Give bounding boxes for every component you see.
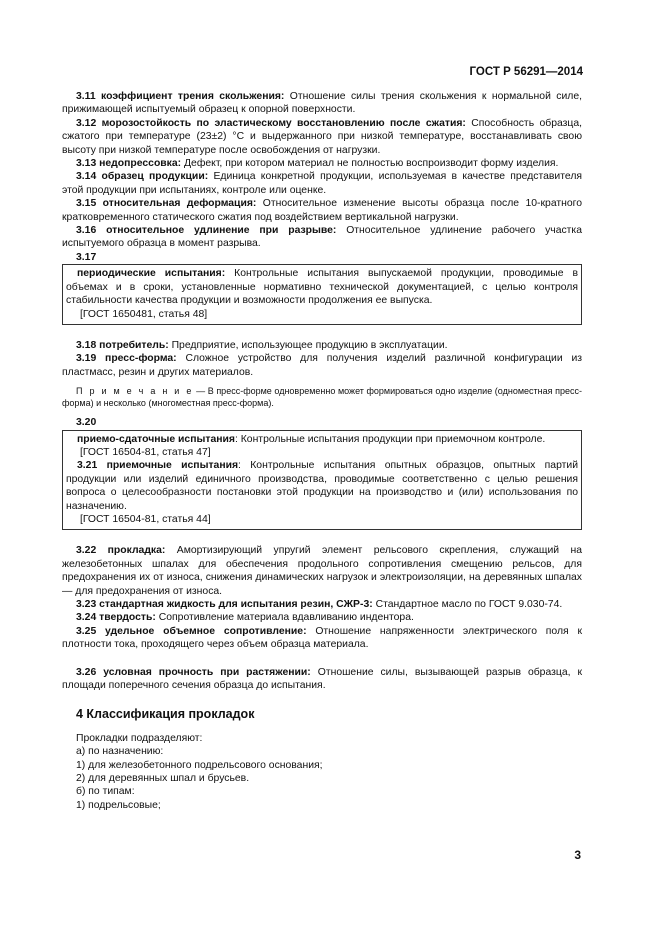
term-reference: [ГОСТ 16504-81, статья 44] [80, 513, 211, 525]
list-item: б) по типам: [76, 786, 135, 798]
term-entry [62, 598, 582, 611]
term-entry [62, 352, 582, 379]
page-number: 3 [574, 848, 581, 862]
term-entry [62, 339, 582, 352]
term-title: потребитель: [99, 339, 169, 351]
term-title: приемочные испытания [106, 460, 239, 472]
term-title: периодические испытания: [77, 268, 226, 280]
term-definition: Отношение силы трения скольжения к нормальной силе, прижимающей испытуемый образец к опорной поверхности. [62, 91, 582, 116]
term-title: недопрессовка: [99, 158, 182, 170]
term-entry [66, 433, 578, 446]
term-definition: Контрольные испытания выпускаемой продукции, проводимые в объемах и в сроки, установленные нормативно технической документацией, с целью контроля стабильности качества продукции и возможности продолжения ее выпуска. [66, 268, 579, 307]
term-title: относительное удлинение при разрыве: [106, 225, 337, 237]
list-item: Прокладки подразделяют: [76, 732, 203, 744]
term-entry [62, 625, 582, 652]
list-item: 2) для деревянных шпал и брусьев. [76, 773, 250, 785]
term-entry [66, 459, 578, 513]
section-heading: 4 Классификация прокладок [76, 707, 255, 722]
term-entry [62, 157, 582, 170]
term-number: 3.21 [77, 460, 98, 472]
term-number: 3.19 [76, 353, 97, 365]
list-item: 1) для железобетонного подрельсового основания; [76, 759, 323, 771]
term-definition: Отношение напряженности электрического поля к плотности тока, проходящего через объем образца материала. [62, 625, 582, 651]
term-definition: Способность образца, сжатого при температуре (23±2) °С и выдержанного при низкой температуре, восстанавливать свою высоту при низкой температуре после освобождения от нагрузки. [62, 117, 583, 156]
term-definition: Отношение силы, вызывающей разрыв образца, к площади поперечного сечения образца до испытания. [62, 666, 583, 692]
note [62, 385, 582, 409]
term-number: 3.13 [76, 158, 97, 170]
term-title: твердость: [99, 612, 156, 624]
term-definition: Предприятие, использующее продукцию в эксплуатации. [171, 339, 448, 351]
term-reference: [ГОСТ 1650481, статья 48] [80, 308, 208, 320]
term-entry [62, 170, 582, 197]
term-title: морозостойкость по эластическому восстановлению после сжатия: [101, 117, 466, 129]
term-number: 3.15 [76, 198, 97, 210]
term-entry [62, 224, 582, 251]
term-entry [62, 90, 582, 117]
term-title: коэффициент трения скольжения: [101, 91, 285, 102]
term-entry [62, 117, 582, 157]
term-definition: Дефект, при котором материал не полностью воспроизводит форму изделия. [184, 158, 559, 170]
quoted-term-box [62, 264, 582, 325]
term-number: 3.17 [76, 251, 97, 263]
term-title: условная прочность при растяжении: [103, 666, 311, 678]
term-entry [62, 611, 582, 624]
term-entry [66, 267, 578, 307]
term-title: стандартная жидкость для испытания резин, СЖР-3: [99, 599, 373, 610]
term-definition: Сложное устройство для получения изделий различной конфигурации из пластмасс, резин и других материалов. [62, 353, 583, 378]
term-definition: Относительное изменение высоты образца после 10-кратного кратковременного статического сжатия под воздействием вертикальной нагрузки. [62, 198, 582, 223]
term-number: 3.12 [76, 117, 97, 129]
term-definition: Амортизирующий упругий элемент рельсового скрепления, служащий на железобетонных шпалах для обеспечения продольного сопротивления смещению рельсов, для предохранения их от износа, снижения динамических нагрузок и электроизоляции, на деревянных шпалах — для предохранения от износа. [62, 545, 582, 597]
term-entry [62, 544, 582, 598]
note-text: — В пресс-форме одновременно может формироваться одно изделие (одноместная пресс-форма) и несколько (многоместная пресс-форма). [62, 386, 582, 409]
term-number: 3.20 [76, 417, 97, 429]
term-number: 3.16 [76, 225, 97, 237]
term-entry [62, 666, 582, 693]
note-label: П р и м е ч а н и е [76, 386, 194, 397]
term-number: 3.25 [76, 625, 97, 637]
term-number: 3.24 [76, 612, 97, 624]
list-item: а) по назначению: [76, 746, 164, 758]
term-entry [62, 197, 582, 224]
term-number: 3.26 [76, 666, 97, 678]
term-number: 3.22 [76, 545, 97, 557]
term-definition: Стандартное масло по ГОСТ 9.030-74. [375, 599, 563, 610]
document-body [62, 90, 582, 812]
list-item: 1) подрельсовые; [76, 799, 161, 811]
term-title: удельное объемное сопротивление: [105, 625, 307, 637]
term-number: 3.14 [76, 171, 97, 183]
term-number: 3.18 [76, 339, 97, 351]
term-title: приемо-сдаточные испытания [77, 433, 235, 445]
quoted-term-box [62, 430, 582, 531]
term-title: образец продукции: [101, 171, 209, 183]
term-number: 3.11 [76, 91, 96, 102]
document-number: ГОСТ Р 56291—2014 [469, 66, 583, 78]
term-definition: : Контрольные испытания продукции при приемочном контроле. [234, 433, 546, 445]
term-title: относительная деформация: [102, 198, 257, 210]
term-title: прокладка: [107, 545, 166, 557]
term-definition: : Контрольные испытания опытных образцов, опытных партий продукции или изделий единичного производства, проводимые соответственно с целью решения вопроса о целесообразности постановки этой продукции на производство и (или) использования по назначению. [66, 460, 578, 512]
term-definition: Сопротивление материала вдавливанию индентора. [158, 612, 414, 624]
term-number: 3.23 [76, 599, 97, 610]
term-definition: Относительное удлинение рабочего участка испытуемого образца в момент разрыва. [62, 225, 582, 250]
term-definition: Единица конкретной продукции, используемая в качестве представителя этой продукции при испытаниях, контроле или оценке. [62, 171, 583, 196]
term-title: пресс-форма: [105, 353, 177, 365]
term-reference: [ГОСТ 16504-81, статья 47] [80, 446, 211, 458]
